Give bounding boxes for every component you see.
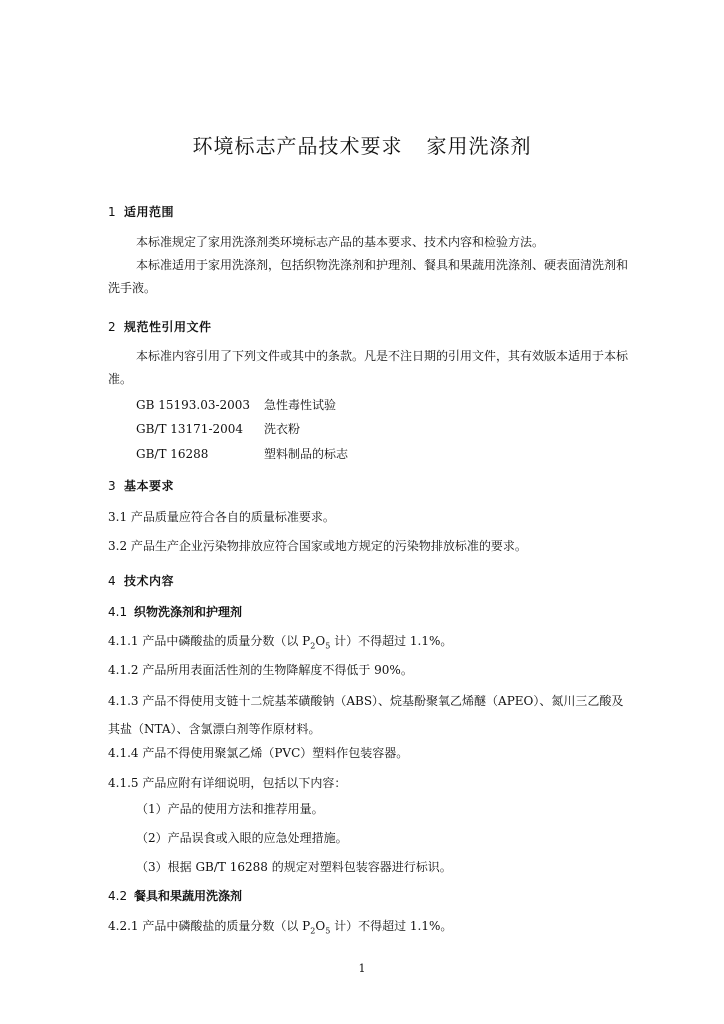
subsection-title: 餐具和果蔬用洗涤剂 <box>134 889 243 903</box>
sub-item: （3）根据 GB/T 16288 的规定对塑料包装容器进行标识。 <box>136 860 452 874</box>
subscript: 2 <box>310 641 316 651</box>
reference-item <box>136 445 348 462</box>
clause-4-1-5: 4.1.5 产品应附有详细说明，包括以下内容： <box>108 776 347 790</box>
subscript: 5 <box>325 926 331 936</box>
paragraph: 本标准规定了家用洗涤剂类环境标志产品的基本要求、技术内容和检验方法。 <box>136 235 545 249</box>
section-title: 基本要求 <box>124 479 175 493</box>
subsection-number: 4.2 <box>108 889 128 903</box>
clause-text: 计）不得超过 1.1%。 <box>330 919 453 933</box>
clause-4-2-1 <box>108 915 628 942</box>
section-number: 3 <box>108 479 117 493</box>
clause-4-1-4: 4.1.4 产品不得使用聚氯乙烯（PVC）塑料作包装容器。 <box>108 746 409 760</box>
sub-item: （2）产品误食或入眼的应急处理措施。 <box>136 831 348 845</box>
reference-code: GB/T 13171-2004 <box>136 422 244 436</box>
section-title: 技术内容 <box>124 574 175 588</box>
subsection-4-2-heading <box>108 887 242 904</box>
paragraph: 本标准适用于家用洗涤剂，包括织物洗涤剂和护理剂、餐具和果蔬用洗涤剂、硬表面清洗剂和洗手液。 <box>108 258 629 295</box>
paragraph: 3.2 产品生产企业污染物排放应符合国家或地方规定的污染物排放标准的要求。 <box>108 539 527 553</box>
sub-item: （1）产品的使用方法和推荐用量。 <box>136 802 324 816</box>
clause-text: O <box>315 634 326 648</box>
title-sub: 家用洗涤剂 <box>426 134 532 158</box>
section-title: 适用范围 <box>124 205 175 219</box>
section-number: 4 <box>108 574 117 588</box>
clause-text: 4.1.1 产品中磷酸盐的质量分数（以 P <box>108 634 311 648</box>
reference-name: 洗衣粉 <box>264 422 301 436</box>
paragraph: 本标准内容引用了下列文件或其中的条款。凡是不注日期的引用文件，其有效版本适用于本标准。 <box>108 349 629 386</box>
document-title <box>0 130 724 159</box>
section-4-heading <box>108 572 174 589</box>
reference-item <box>136 396 336 413</box>
section-title: 规范性引用文件 <box>124 320 212 334</box>
page-number: 1 <box>358 962 366 975</box>
clause-4-1-1 <box>108 630 628 657</box>
subscript: 2 <box>310 926 316 936</box>
clause-text: O <box>315 919 326 933</box>
subsection-4-1-heading <box>108 603 242 620</box>
subsection-number: 4.1 <box>108 605 128 619</box>
title-main: 环境标志产品技术要求 <box>192 134 403 158</box>
reference-code: GB 15193.03-2003 <box>136 398 251 412</box>
clause-4-1-3: 4.1.3 产品不得使用支链十二烷基苯磺酸钠（ABS）、烷基酚聚氧乙烯醚（APEO）、氮川三乙酸及其盐（NTA）、含氯漂白剂等作原材料。 <box>108 694 624 736</box>
section-3-heading <box>108 477 174 494</box>
reference-name: 塑料制品的标志 <box>264 447 349 461</box>
reference-name: 急性毒性试验 <box>264 398 337 412</box>
clause-4-1-2: 4.1.2 产品所用表面活性剂的生物降解度不得低于 90%。 <box>108 663 413 677</box>
reference-code: GB/T 16288 <box>136 447 209 461</box>
reference-item <box>136 420 300 437</box>
subsection-title: 织物洗涤剂和护理剂 <box>134 605 243 619</box>
section-number: 1 <box>108 205 117 219</box>
clause-text: 计）不得超过 1.1%。 <box>330 634 453 648</box>
section-1-heading <box>108 203 174 220</box>
section-number: 2 <box>108 320 117 334</box>
clause-text: 4.2.1 产品中磷酸盐的质量分数（以 P <box>108 919 311 933</box>
subscript: 5 <box>325 641 331 651</box>
paragraph: 3.1 产品质量应符合各自的质量标准要求。 <box>108 510 335 524</box>
section-2-heading <box>108 318 212 335</box>
